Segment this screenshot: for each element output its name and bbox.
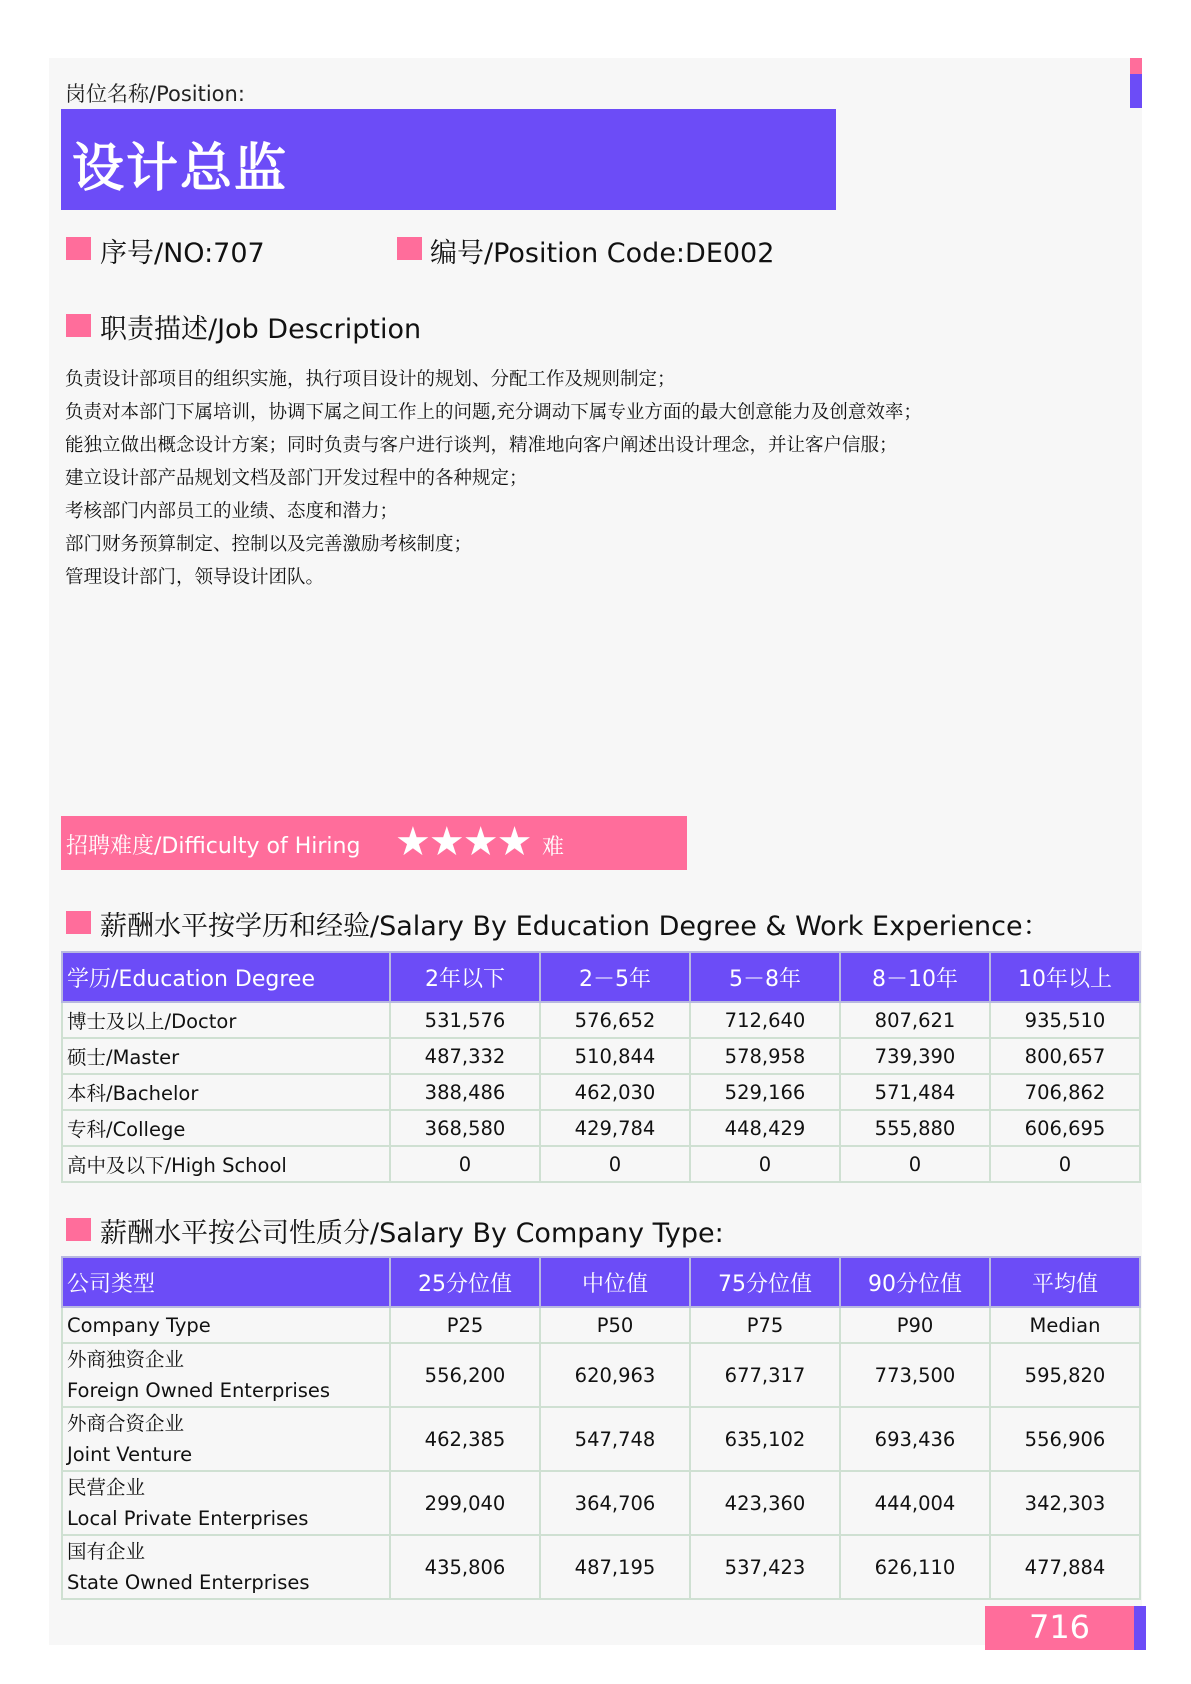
table-cell: 0 bbox=[690, 1146, 840, 1182]
difficulty-level: 难 bbox=[542, 835, 565, 860]
table-row-label: Company Type bbox=[62, 1307, 390, 1343]
table-row bbox=[62, 1110, 1140, 1146]
table-cell: 342,303 bbox=[990, 1471, 1140, 1535]
table-cell: 571,484 bbox=[840, 1074, 990, 1110]
table-header-cell: 公司类型 bbox=[62, 1257, 390, 1307]
table-cell: 576,652 bbox=[540, 1002, 690, 1038]
table-cell: 800,657 bbox=[990, 1038, 1140, 1074]
table-header-row bbox=[62, 952, 1140, 1002]
job-description-item: 建立设计部产品规划文档及部门开发过程中的各种规定； bbox=[65, 468, 528, 489]
table-cell: 807,621 bbox=[840, 1002, 990, 1038]
table-cell: 935,510 bbox=[990, 1002, 1140, 1038]
corner-accent-purple bbox=[1130, 74, 1142, 108]
bullet-square bbox=[66, 1218, 91, 1241]
table-cell: 423,360 bbox=[690, 1471, 840, 1535]
table-row-label: 博士及以上/Doctor bbox=[62, 1002, 390, 1038]
table-row bbox=[62, 1074, 1140, 1110]
table-row bbox=[62, 1535, 1140, 1599]
table-cell: 462,030 bbox=[540, 1074, 690, 1110]
job-description-heading: 职责描述/Job Description bbox=[100, 314, 422, 345]
table-header-cell: 中位值 bbox=[540, 1257, 690, 1307]
table-row-label bbox=[62, 1471, 390, 1535]
table-cell: 555,880 bbox=[840, 1110, 990, 1146]
table-row-label bbox=[62, 1407, 390, 1471]
job-description-item: 负责对本部门下属培训，协调下属之间工作上的问题,充分调动下属专业方面的最大创意能力及创意效率； bbox=[65, 402, 922, 423]
table-cell: 739,390 bbox=[840, 1038, 990, 1074]
table-cell: 435,806 bbox=[390, 1535, 540, 1599]
table-cell: 556,200 bbox=[390, 1343, 540, 1407]
table-row-label: 高中及以下/High School bbox=[62, 1146, 390, 1182]
table-row bbox=[62, 1471, 1140, 1535]
company-type-en: Local Private Enterprises bbox=[67, 1507, 309, 1530]
position-code: 编号/Position Code:DE002 bbox=[430, 238, 775, 269]
education-salary-table bbox=[61, 951, 1141, 1183]
table-header-row bbox=[62, 1257, 1140, 1307]
table-cell: 693,436 bbox=[840, 1407, 990, 1471]
table-header-cell: 10年以上 bbox=[990, 952, 1140, 1002]
table-cell: 487,195 bbox=[540, 1535, 690, 1599]
company-type-en: Joint Venture bbox=[67, 1443, 193, 1466]
table-cell: Median bbox=[990, 1307, 1140, 1343]
position-number: 序号/NO:707 bbox=[100, 238, 265, 269]
job-description-item: 管理设计部门，领导设计团队。 bbox=[65, 567, 325, 588]
company-type-en: Foreign Owned Enterprises bbox=[67, 1379, 331, 1402]
table-cell: P50 bbox=[540, 1307, 690, 1343]
job-description-list bbox=[65, 363, 922, 594]
table-cell: 429,784 bbox=[540, 1110, 690, 1146]
table-row-label bbox=[62, 1535, 390, 1599]
company-salary-table bbox=[61, 1256, 1141, 1600]
page-number: 716 bbox=[1028, 1608, 1091, 1646]
bullet-square bbox=[66, 911, 91, 934]
table-cell: 606,695 bbox=[990, 1110, 1140, 1146]
table-header-cell: 平均值 bbox=[990, 1257, 1140, 1307]
table-row-label bbox=[62, 1343, 390, 1407]
table-row bbox=[62, 1002, 1140, 1038]
bullet-square bbox=[66, 237, 91, 260]
company-type-zh: 民营企业 bbox=[67, 1476, 146, 1499]
table-cell: 547,748 bbox=[540, 1407, 690, 1471]
table-header-cell: 75分位值 bbox=[690, 1257, 840, 1307]
table-cell: 510,844 bbox=[540, 1038, 690, 1074]
company-type-zh: 外商合资企业 bbox=[67, 1412, 185, 1435]
table-header-cell: 8－10年 bbox=[840, 952, 990, 1002]
table-row-label: 本科/Bachelor bbox=[62, 1074, 390, 1110]
table-row bbox=[62, 1407, 1140, 1471]
corner-accent-pink bbox=[1130, 58, 1142, 74]
education-salary-heading: 薪酬水平按学历和经验/Salary By Education Degree & Work Experience： bbox=[100, 911, 1050, 942]
table-cell: 0 bbox=[840, 1146, 990, 1182]
table-cell: 529,166 bbox=[690, 1074, 840, 1110]
table-row bbox=[62, 1146, 1140, 1182]
table-cell: 487,332 bbox=[390, 1038, 540, 1074]
table-row bbox=[62, 1038, 1140, 1074]
table-cell: 635,102 bbox=[690, 1407, 840, 1471]
difficulty-label: 招聘难度/Difficulty of Hiring bbox=[66, 834, 361, 859]
position-label: 岗位名称/Position: bbox=[65, 82, 245, 106]
table-cell: P25 bbox=[390, 1307, 540, 1343]
table-cell: 706,862 bbox=[990, 1074, 1140, 1110]
table-header-cell: 2－5年 bbox=[540, 952, 690, 1002]
page-title: 设计总监 bbox=[72, 139, 289, 199]
company-salary-heading: 薪酬水平按公司性质分/Salary By Company Type: bbox=[100, 1218, 724, 1249]
table-header-cell: 2年以下 bbox=[390, 952, 540, 1002]
table-cell: 448,429 bbox=[690, 1110, 840, 1146]
company-type-zh: 国有企业 bbox=[67, 1540, 146, 1563]
table-cell: P75 bbox=[690, 1307, 840, 1343]
table-cell: 444,004 bbox=[840, 1471, 990, 1535]
table-cell: 578,958 bbox=[690, 1038, 840, 1074]
bullet-square bbox=[397, 237, 422, 260]
table-cell: 0 bbox=[390, 1146, 540, 1182]
table-cell: 677,317 bbox=[690, 1343, 840, 1407]
table-cell: 626,110 bbox=[840, 1535, 990, 1599]
company-type-zh: 外商独资企业 bbox=[67, 1348, 185, 1371]
table-cell: 299,040 bbox=[390, 1471, 540, 1535]
table-row-label: 专科/College bbox=[62, 1110, 390, 1146]
table-cell: 620,963 bbox=[540, 1343, 690, 1407]
page-number-accent bbox=[1134, 1606, 1146, 1650]
table-cell: 531,576 bbox=[390, 1002, 540, 1038]
table-subheader-row bbox=[62, 1307, 1140, 1343]
star-rating-icon: ★★★★ bbox=[395, 819, 531, 865]
table-cell: 388,486 bbox=[390, 1074, 540, 1110]
table-row-label: 硕士/Master bbox=[62, 1038, 390, 1074]
table-row bbox=[62, 1343, 1140, 1407]
table-cell: 0 bbox=[990, 1146, 1140, 1182]
job-description-item: 能独立做出概念设计方案；同时负责与客户进行谈判，精准地向客户阐述出设计理念，并让客户信服； bbox=[65, 435, 898, 456]
table-cell: P90 bbox=[840, 1307, 990, 1343]
table-header-cell: 25分位值 bbox=[390, 1257, 540, 1307]
company-type-en: State Owned Enterprises bbox=[67, 1571, 310, 1594]
job-description-item: 考核部门内部员工的业绩、态度和潜力； bbox=[65, 501, 399, 522]
table-header-cell: 学历/Education Degree bbox=[62, 952, 390, 1002]
table-cell: 477,884 bbox=[990, 1535, 1140, 1599]
table-cell: 537,423 bbox=[690, 1535, 840, 1599]
table-cell: 0 bbox=[540, 1146, 690, 1182]
table-cell: 462,385 bbox=[390, 1407, 540, 1471]
table-cell: 773,500 bbox=[840, 1343, 990, 1407]
job-description-item: 部门财务预算制定、控制以及完善激励考核制度； bbox=[65, 534, 473, 555]
bullet-square bbox=[66, 314, 91, 337]
table-cell: 364,706 bbox=[540, 1471, 690, 1535]
table-cell: 556,906 bbox=[990, 1407, 1140, 1471]
table-cell: 368,580 bbox=[390, 1110, 540, 1146]
table-header-cell: 5－8年 bbox=[690, 952, 840, 1002]
job-description-item: 负责设计部项目的组织实施，执行项目设计的规划、分配工作及规则制定； bbox=[65, 369, 676, 390]
table-header-cell: 90分位值 bbox=[840, 1257, 990, 1307]
table-cell: 712,640 bbox=[690, 1002, 840, 1038]
table-cell: 595,820 bbox=[990, 1343, 1140, 1407]
